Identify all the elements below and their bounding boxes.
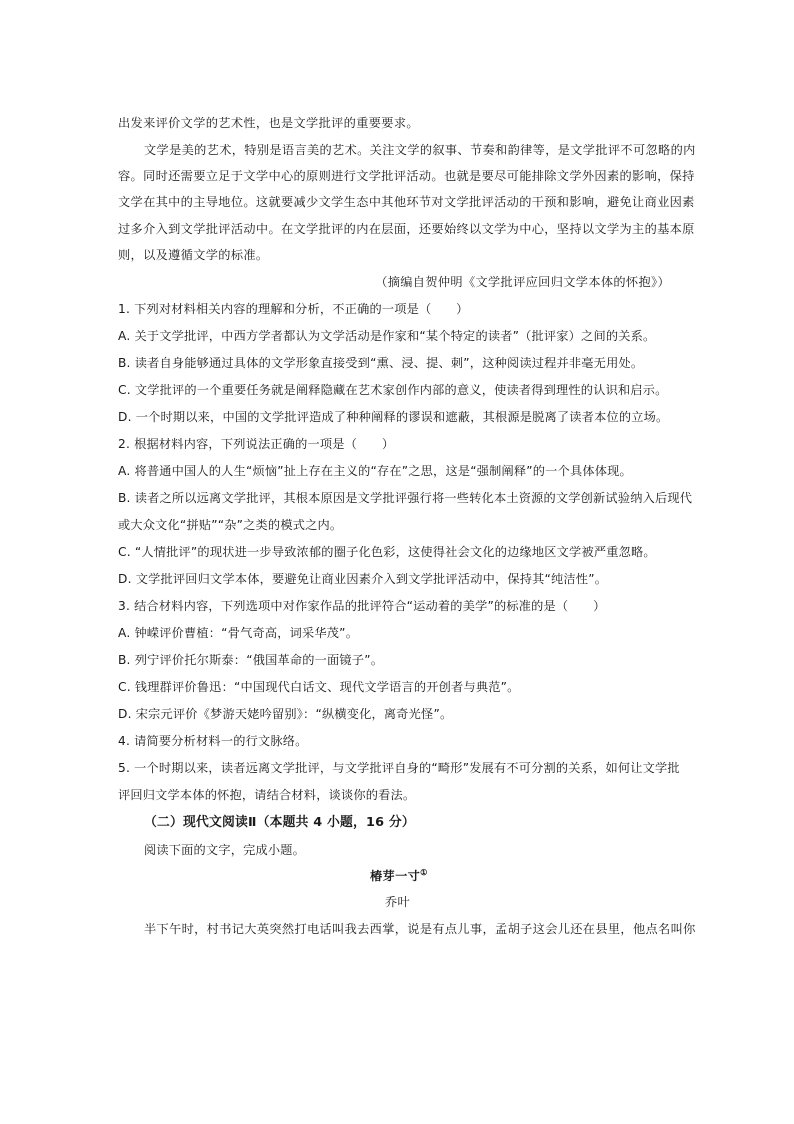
question-1-stem: 1. 下列对材料相关内容的理解和分析，不正确的一项是（ ）: [118, 302, 469, 316]
passage-line: 出发来评价文学的艺术性，也是文学批评的重要要求。: [118, 116, 419, 130]
passage-line: 文学在其中的主导地位。这就要减少文学生态中其他环节对文学批评活动的干预和影响，避免让商业因素: [118, 195, 695, 209]
question-3-option-c: C. 钱理群评价鲁迅：“中国现代白话文、现代文学语言的开创者与典范”。: [118, 680, 520, 694]
question-1-option-a: A. 关于文学批评，中西方学者都认为文学活动是作家和“某个特定的读者”（批评家）之间的关系。: [118, 329, 656, 343]
question-2-option-b-cont: 或大众文化“拼贴”“杂”之类的模式之内。: [118, 518, 343, 532]
question-5-stem-cont: 评回归文学本体的怀抱，请结合材料，谈谈你的看法。: [118, 788, 416, 802]
passage-line: 容。同时还需要立足于文学中心的原则进行文学批评活动。也就是要尽可能排除文学外因素的影响，保持: [118, 169, 695, 183]
section-instruction: 阅读下面的文字，完成小题。: [144, 843, 306, 857]
story-title-text: 椿芽一寸: [370, 869, 421, 883]
story-first-line: 半下午时，村书记大英突然打电话叫我去西掌，说是有点儿事，孟胡子这会儿还在县里，他点名叫你: [144, 922, 696, 936]
story-author: 乔叶: [385, 895, 411, 909]
question-2-option-d: D. 文学批评回归文学本体，要避免让商业因素介入到文学批评活动中，保持其“纯洁性”。: [118, 572, 608, 586]
passage-line: 过多介入到文学批评活动中。在文学批评的内在层面，还要始终以文学为中心，坚持以文学为主的基本原: [118, 222, 695, 236]
story-title: [370, 868, 428, 884]
question-3-option-b: B. 列宁评价托尔斯泰：“俄国革命的一面镜子”。: [118, 653, 384, 667]
question-3-stem: 3. 结合材料内容，下列选项中对作家作品的批评符合“运动着的美学”的标准的是（ ）: [118, 599, 606, 613]
question-5-stem: 5. 一个时期以来，读者远离文学批评，与文学批评自身的“畸形”发展有不可分割的关系，如何让文学批: [118, 761, 680, 775]
passage-source: （摘编自贺仲明《文学批评应回归文学本体的怀抱》）: [375, 275, 670, 289]
question-4-stem: 4. 请简要分析材料一的行文脉络。: [118, 734, 308, 748]
question-2-option-b: B. 读者之所以远离文学批评，其根本原因是文学批评强行将一些转化本土资源的文学创新试验纳入后现代: [118, 491, 693, 505]
question-2-stem: 2. 根据材料内容，下列说法正确的一项是（ ）: [118, 437, 395, 451]
question-2-option-c: C. “人情批评”的现状进一步导致浓郁的圈子化色彩，这使得社会文化的边缘地区文学被严重忽略。: [118, 545, 656, 559]
footnote-mark: ①: [420, 866, 428, 877]
question-3-option-a: A. 钟嵘评价曹植：“骨气奇高，词采华茂”。: [118, 626, 359, 640]
passage-line: 则，以及遵循文学的标准。: [118, 248, 269, 262]
question-1-option-c: C. 文学批评的一个重要任务就是阐释隐藏在艺术家创作内部的意义，使读者得到理性的认识和启示。: [118, 383, 668, 397]
question-1-option-d: D. 一个时期以来，中国的文学批评造成了种种阐释的谬误和遮蔽，其根源是脱离了读者本位的立场。: [118, 410, 669, 424]
question-2-option-a: A. 将普通中国人的人生“烦恼”扯上存在主义的“存在”之思，这是“强制阐释”的一个具体体现。: [118, 464, 632, 478]
section-heading: （二）现代文阅读Ⅱ（本题共 4 小题，16 分）: [144, 815, 415, 830]
question-1-option-b: B. 读者自身能够通过具体的文学形象直接受到“熏、浸、提、刺”，这种阅读过程并非毫无用处。: [118, 356, 644, 370]
passage-line: 文学是美的艺术，特别是语言美的艺术。关注文学的叙事、节奏和韵律等，是文学批评不可忽略的内: [144, 143, 696, 157]
question-3-option-d: D. 宋宗元评价《梦游天姥吟留别》：“纵横变化，离奇光怪”。: [118, 707, 453, 721]
